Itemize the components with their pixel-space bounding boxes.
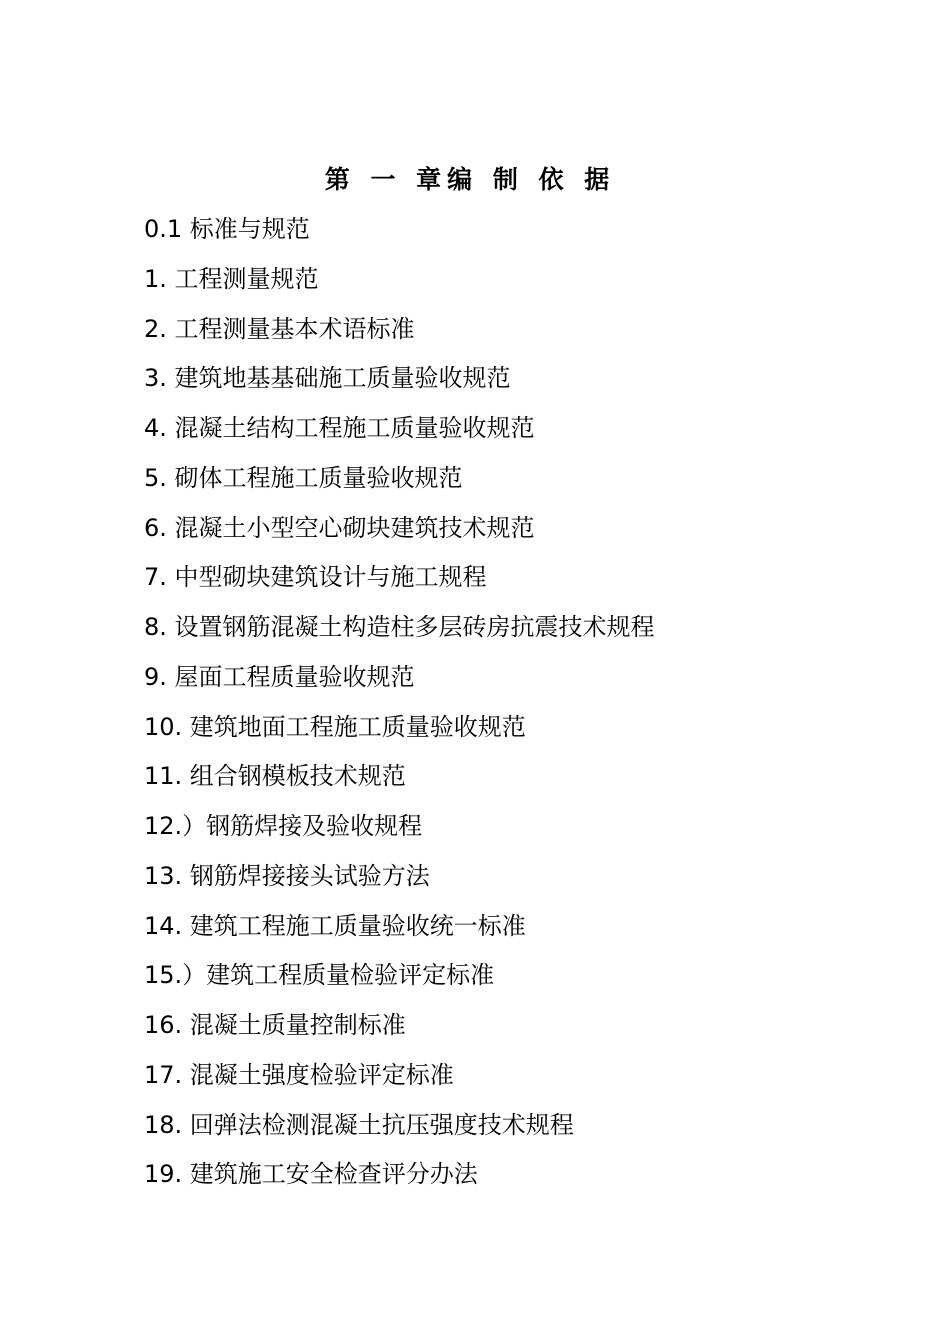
standard-entry-14: 14. 建筑工程施工质量验收统一标准 (144, 911, 526, 940)
chapter-title: 第 一 章编 制 依 据 (324, 165, 616, 194)
standard-entry-10: 10. 建筑地面工程施工质量验收规范 (144, 712, 526, 741)
standard-entry-11: 11. 组合钢模板技术规范 (144, 762, 406, 791)
standards-list (144, 207, 655, 1202)
standard-entry-8: 8. 设置钢筋混凝土构造柱多层砖房抗震技术规程 (144, 613, 655, 641)
standard-entry-19: 19. 建筑施工安全检查评分办法 (144, 1160, 478, 1189)
standard-entry-13: 13. 钢筋焊接接头试验方法 (144, 861, 430, 890)
standard-entry-17: 17. 混凝土强度检验评定标准 (144, 1060, 454, 1089)
standard-entry-2: 2. 工程测量基本术语标准 (144, 314, 415, 343)
standard-entry-18: 18. 回弹法检测混凝土抗压强度技术规程 (144, 1110, 574, 1139)
standard-entry-7: 7. 中型砌块建筑设计与施工规程 (144, 563, 487, 592)
standard-entry-5: 5. 砌体工程施工质量验收规范 (144, 463, 463, 492)
standard-entry-16: 16. 混凝土质量控制标准 (144, 1011, 406, 1039)
standard-entry-9: 9. 屋面工程质量验收规范 (144, 662, 415, 691)
standard-entry-3: 3. 建筑地基基础施工质量验收规范 (144, 364, 511, 393)
standard-entry-15: 15.）建筑工程质量检验评定标准 (144, 961, 495, 990)
standard-entry-12: 12.）钢筋焊接及验收规程 (144, 812, 423, 840)
standard-entry-1: 1. 工程测量规范 (144, 264, 319, 293)
standard-entry-4: 4. 混凝土结构工程施工质量验收规范 (144, 414, 535, 442)
standard-entry-0-1: 0.1 标准与规范 (144, 215, 310, 243)
standard-entry-6: 6. 混凝土小型空心砌块建筑技术规范 (144, 513, 535, 542)
